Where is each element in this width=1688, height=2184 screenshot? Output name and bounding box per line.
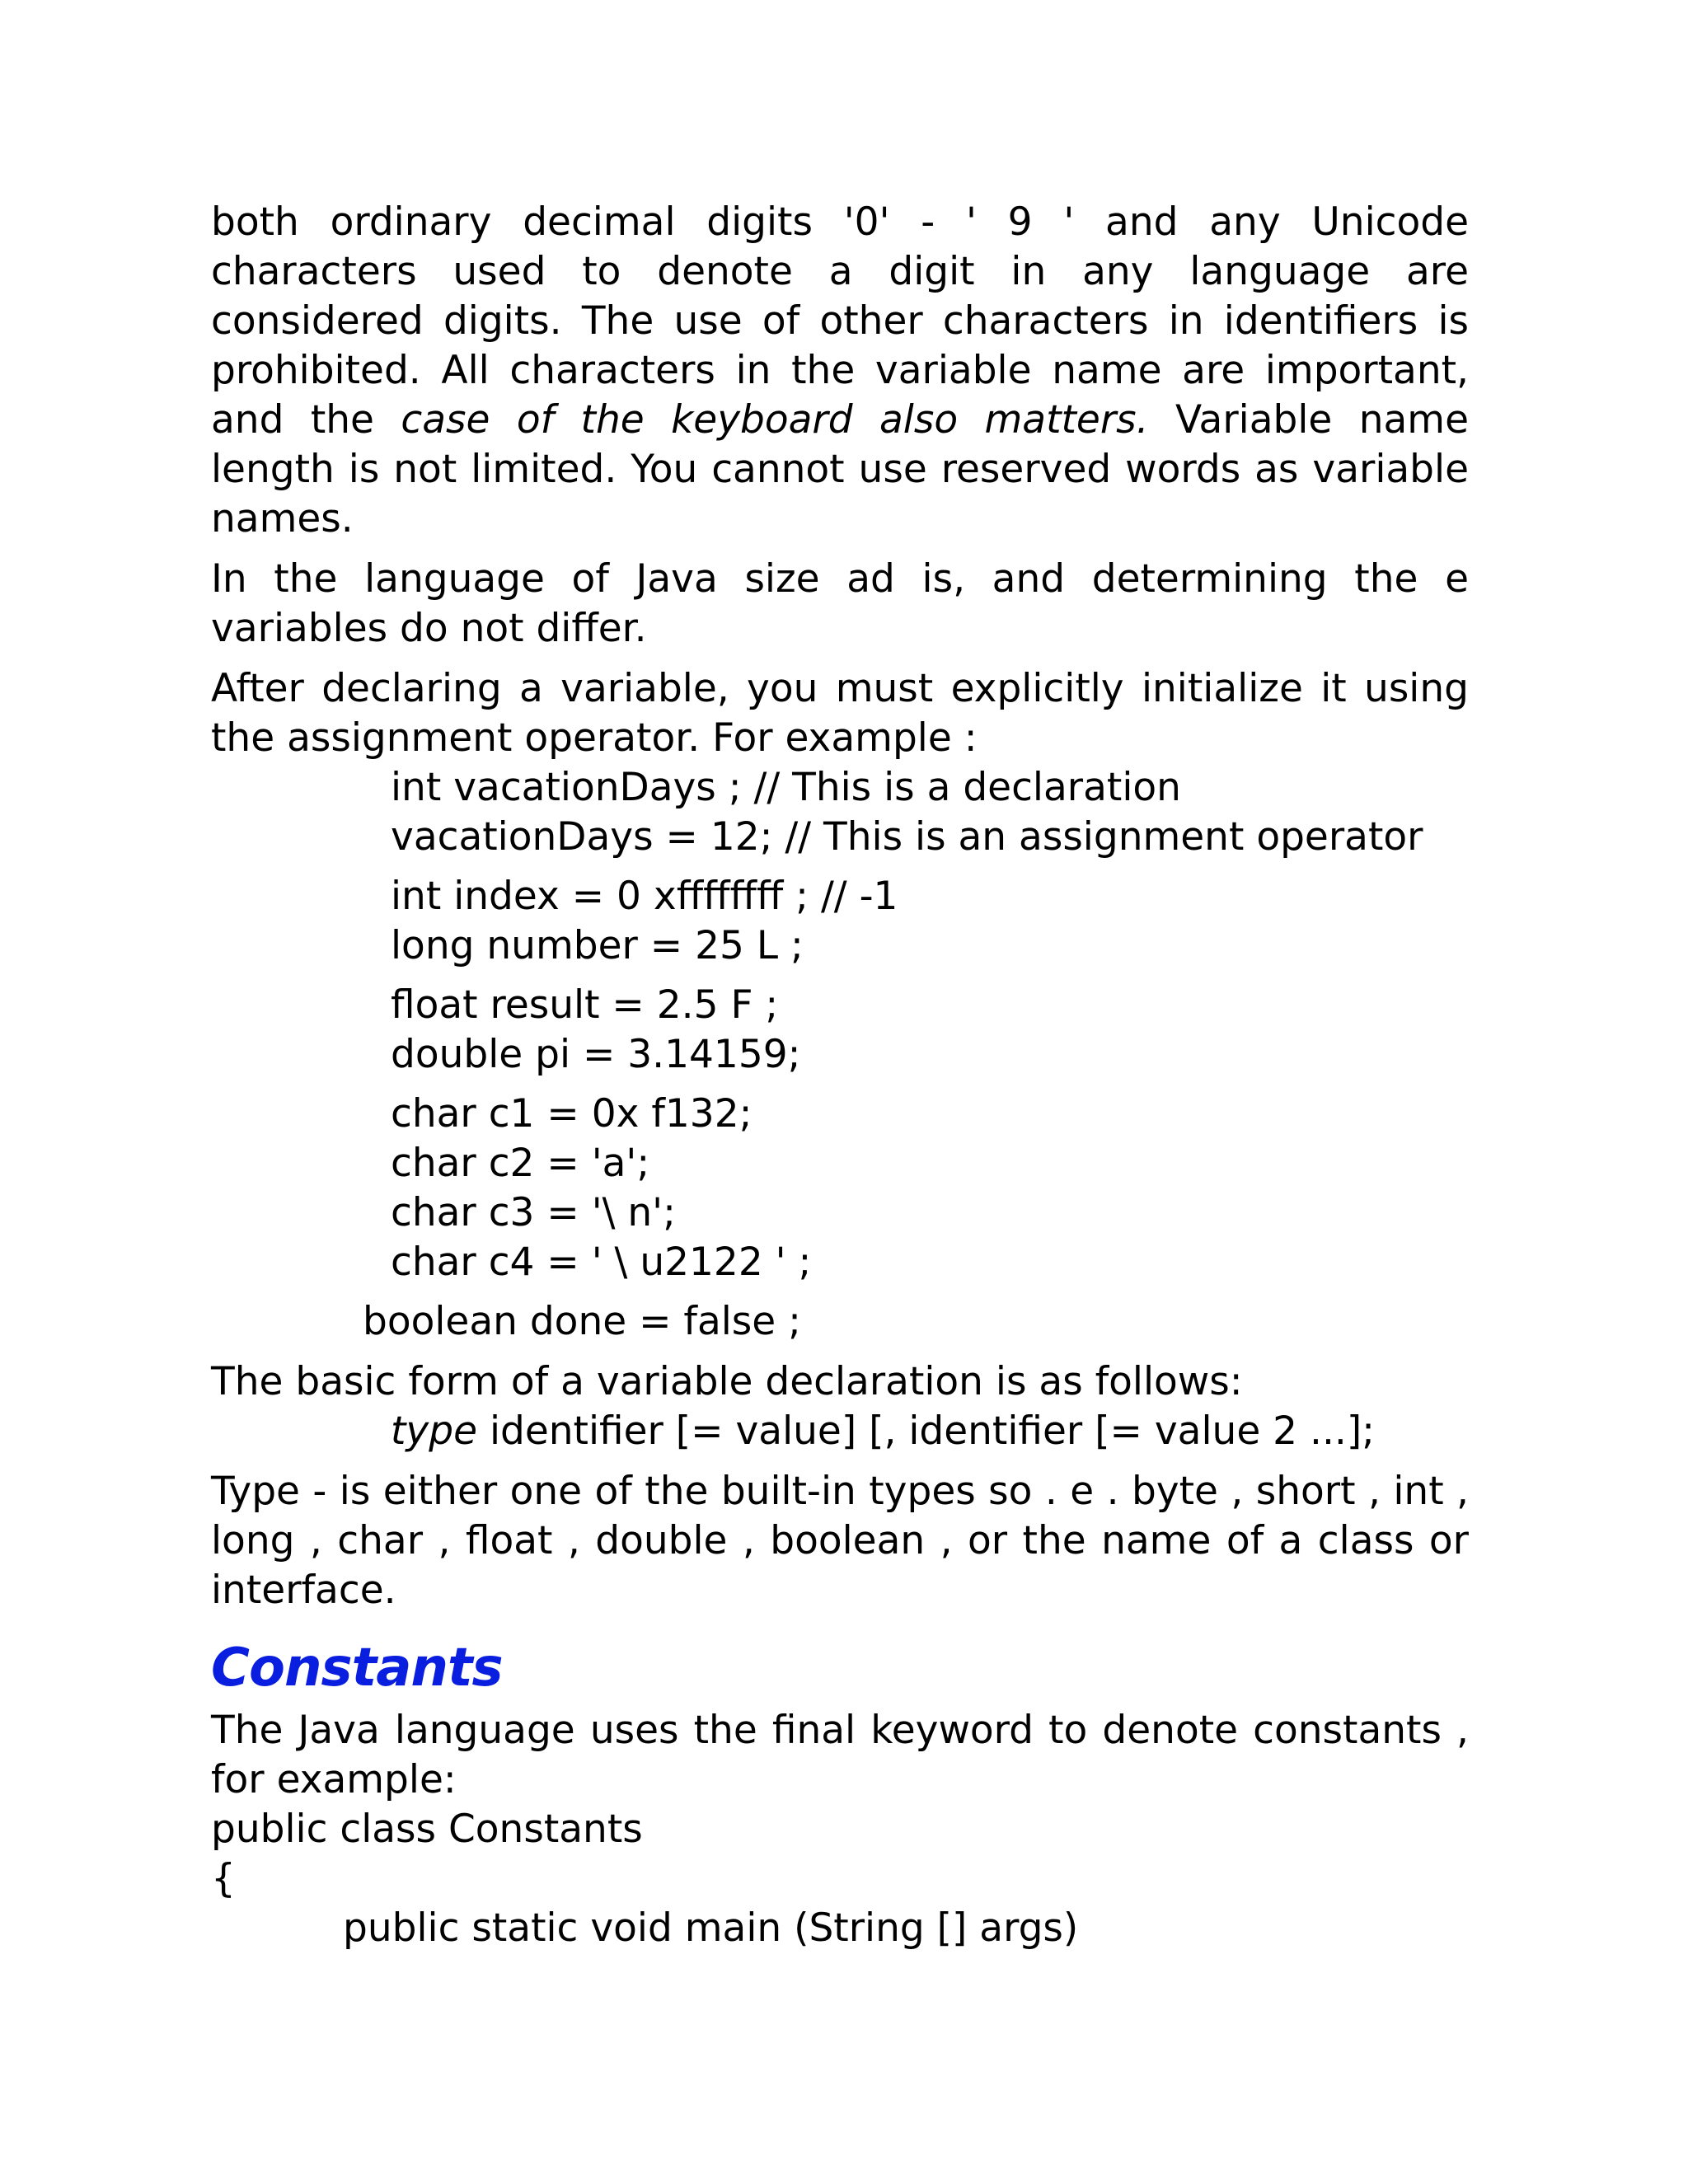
code-line: char c4 = ' \ u2122 ' ; [391, 1240, 812, 1285]
code-line-class: public class Constants [211, 1807, 643, 1852]
code-line: double pi = 3.14159; [391, 1032, 801, 1077]
paragraph-initialization: After declaring a variable, you must explicitly initialize it using the assignment operator. For example : [211, 666, 1469, 761]
paragraph-declaration-intro: The basic form of a variable declaration is as follows: [211, 1359, 1243, 1404]
code-example-block [211, 763, 1469, 1347]
code-line: char c2 = 'a'; [391, 1141, 650, 1186]
document-page [211, 198, 1469, 1953]
paragraph-constants-intro: The Java language uses the final keyword to denote constants , for example: [211, 1708, 1469, 1802]
paragraph-identifiers-emphasis: case of the keyboard also matters. [401, 397, 1149, 443]
paragraph-identifiers-text-b: Variable name length is not limited. You cannot use reserved words as variable names. [211, 397, 1470, 541]
code-line-main: public static void main (String [] args) [343, 1905, 1079, 1951]
code-group-floats [211, 981, 1469, 1080]
paragraph-identifiers-text-a: both ordinary decimal digits '0' - ' 9 ' and any Unicode characters used to denote a digit in any language are considered digits. The use of other characters in identifiers is prohibited. All characters in the variable name are important, and the [211, 199, 1469, 443]
code-line: long number = 25 L ; [391, 923, 804, 968]
code-line: vacationDays = 12; // This is an assignment operator [391, 814, 1423, 860]
code-line: float result = 2.5 F ; [391, 982, 779, 1028]
code-line: char c3 = '\ n'; [391, 1190, 676, 1235]
code-line: int vacationDays ; // This is a declaration [391, 765, 1181, 810]
code-group-chars [211, 1090, 1469, 1287]
paragraph-type-description: Type - is either one of the built-in types so . e . byte , short , int , long , char , float , double , boolean , or the name of a class or interface. [211, 1469, 1469, 1613]
code-line: char c1 = 0x f132; [391, 1091, 753, 1137]
paragraph-case-sensitivity: In the language of Java size ad is, and determining the e variables do not differ. [211, 556, 1469, 651]
code-line-boolean: boolean done = false ; [363, 1299, 801, 1344]
syntax-type-keyword: type [391, 1408, 477, 1454]
section-heading-constants: Constants [211, 1638, 503, 1699]
syntax-rest: identifier [= value] [, identifier [= value 2 ...]; [477, 1408, 1376, 1454]
declaration-syntax [211, 1407, 1469, 1456]
code-line: int index = 0 xffffffff ; // -1 [391, 874, 898, 919]
code-group-vacation [211, 763, 1469, 862]
paragraph-identifiers [211, 198, 1469, 544]
code-line-brace: { [211, 1856, 236, 1901]
code-group-integers [211, 872, 1469, 971]
